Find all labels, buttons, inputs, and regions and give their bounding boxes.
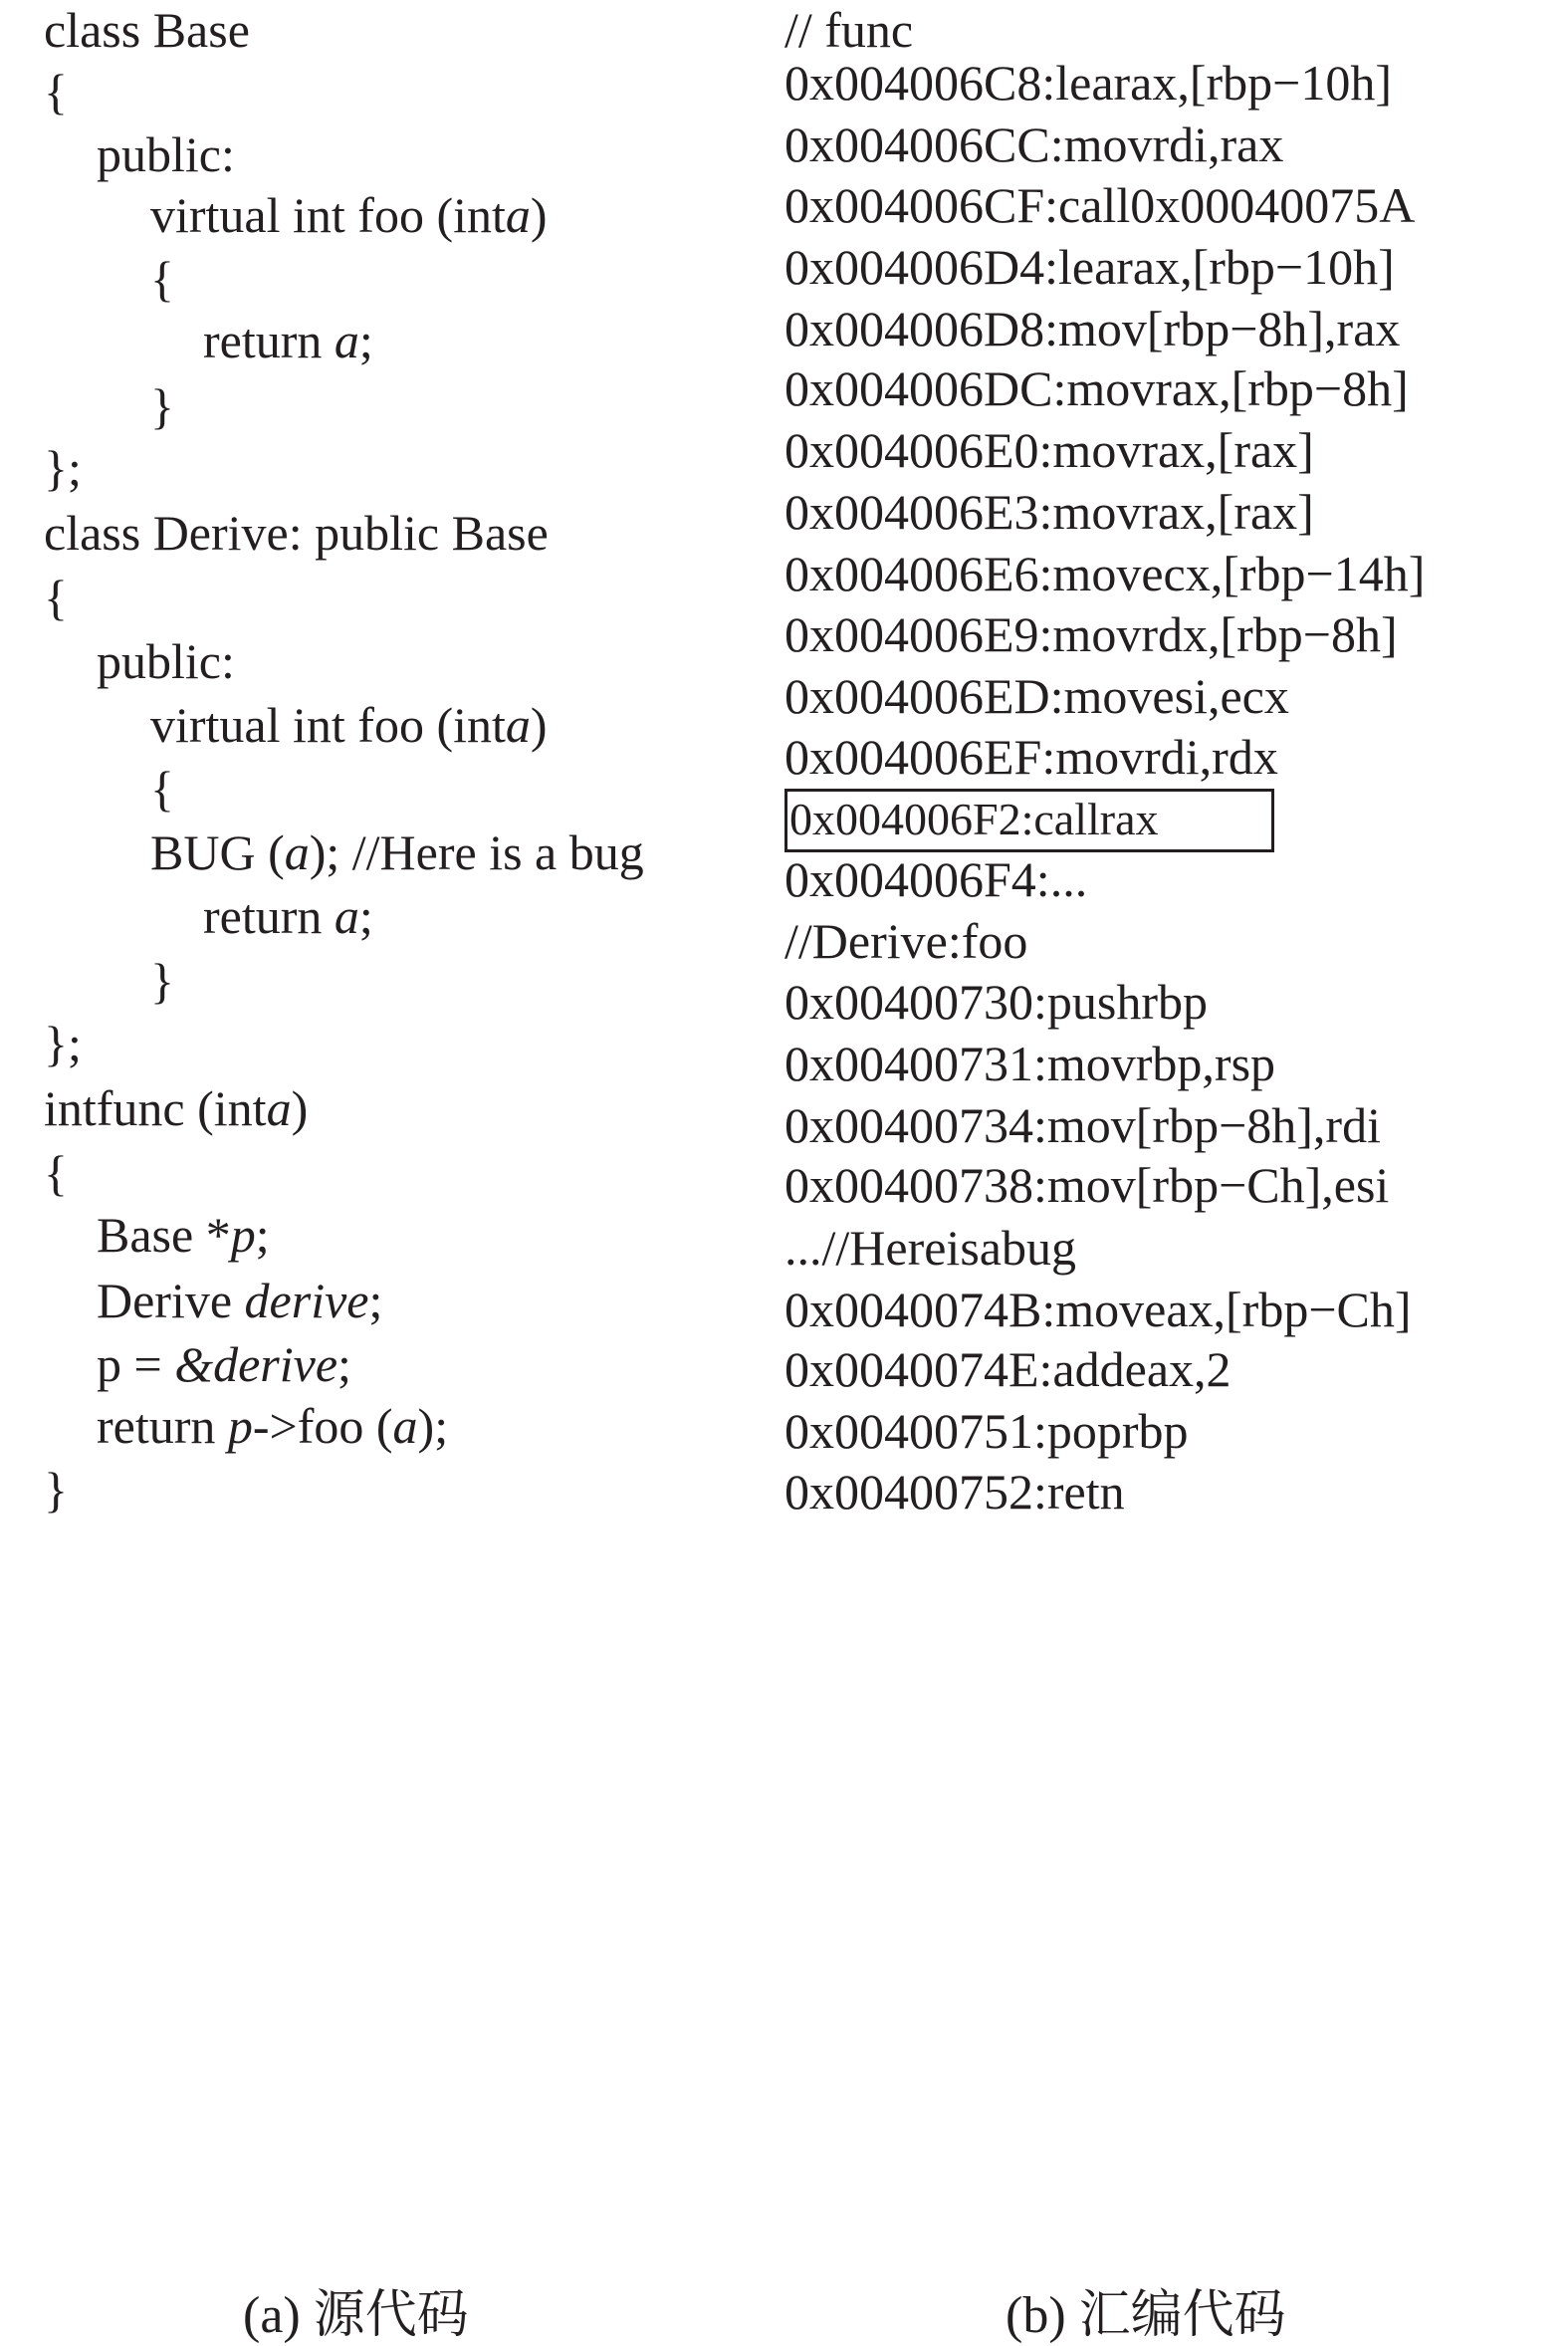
- source-line: [44, 822, 644, 882]
- source-text: return: [203, 888, 335, 944]
- source-line: [44, 124, 235, 184]
- source-text: };: [44, 1016, 82, 1071]
- source-identifier: &derive: [174, 1336, 338, 1392]
- source-text: ;: [358, 313, 373, 368]
- source-identifier: a: [392, 1398, 418, 1454]
- source-text: ;: [368, 1273, 383, 1328]
- source-text: class Derive: public Base: [44, 505, 549, 561]
- source-identifier: a: [505, 697, 531, 753]
- assembly-line: 0x004006CF:call0x00040075A: [784, 177, 1416, 233]
- source-line: [44, 631, 235, 691]
- source-text: return: [203, 313, 335, 368]
- source-line: [44, 503, 549, 563]
- source-text: virtual int foo (int: [150, 187, 506, 243]
- assembly-line: 0x00400752:retn: [784, 1464, 1125, 1520]
- source-line: [44, 1271, 382, 1330]
- source-text: {: [44, 64, 68, 119]
- source-identifier: derive: [244, 1273, 369, 1328]
- source-text: );: [417, 1398, 449, 1454]
- assembly-line: 0x00400731:movrbp,rsp: [784, 1036, 1276, 1091]
- source-line: [44, 1143, 68, 1203]
- source-line: [44, 951, 174, 1011]
- assembly-line: 0x004006F4:...: [784, 851, 1088, 907]
- source-line: [44, 438, 82, 498]
- assembly-line: 0x004006DC:movrax,[rbp−8h]: [784, 360, 1409, 416]
- source-line: [44, 376, 174, 436]
- source-text: }: [150, 953, 174, 1009]
- source-line: [44, 62, 68, 121]
- assembly-line: 0x004006D8:mov[rbp−8h],rax: [784, 301, 1401, 356]
- source-text: {: [150, 251, 174, 307]
- assembly-line: 0x004006ED:movesi,ecx: [784, 668, 1289, 724]
- source-line: [44, 568, 68, 627]
- assembly-line: 0x004006E6:movecx,[rbp−14h]: [784, 546, 1426, 601]
- source-line: [44, 311, 373, 370]
- source-line: [44, 1014, 82, 1073]
- assembly-line: 0x004006CC:movrdi,rax: [784, 117, 1284, 172]
- source-text: ;: [337, 1336, 351, 1392]
- source-text: };: [44, 440, 82, 496]
- source-text: ;: [358, 888, 373, 944]
- assembly-line: 0x004006E3:movrax,[rax]: [784, 484, 1314, 540]
- source-text: intfunc (int: [44, 1080, 267, 1136]
- caption-assembly-code: (b) 汇编代码: [1006, 2287, 1286, 2344]
- source-text: Derive: [97, 1273, 245, 1328]
- source-text: ): [291, 1080, 309, 1136]
- source-line: [44, 0, 250, 60]
- source-identifier: a: [334, 313, 359, 368]
- source-line: [44, 1205, 270, 1265]
- assembly-line: ...//Hereisabug: [784, 1220, 1076, 1276]
- assembly-line: 0x004006E0:movrax,[rax]: [784, 422, 1314, 478]
- assembly-line: 0x00400730:pushrbp: [784, 974, 1208, 1030]
- source-identifier: p: [227, 1398, 253, 1454]
- assembly-line: 0x004006E9:movrdx,[rbp−8h]: [784, 606, 1398, 662]
- assembly-line: 0x004006C8:learax,[rbp−10h]: [784, 55, 1393, 111]
- assembly-line: // func: [784, 2, 914, 58]
- source-text: ): [530, 697, 548, 753]
- source-line: [44, 185, 548, 245]
- source-text: {: [44, 1145, 68, 1201]
- assembly-line: //Derive:foo: [784, 913, 1028, 969]
- assembly-line: 0x0040074B:moveax,[rbp−Ch]: [784, 1282, 1412, 1337]
- assembly-line-highlighted: 0x004006F2:callrax: [784, 789, 1274, 852]
- source-line: [44, 1460, 68, 1520]
- assembly-line: 0x00400738:mov[rbp−Ch],esi: [784, 1157, 1390, 1213]
- source-text: }: [44, 1462, 68, 1518]
- source-text: {: [150, 761, 174, 817]
- source-text: ->foo (: [252, 1398, 393, 1454]
- source-identifier: a: [505, 187, 531, 243]
- source-text: return: [97, 1398, 228, 1454]
- assembly-line: 0x00400734:mov[rbp−8h],rdi: [784, 1097, 1381, 1153]
- source-text: ); //Here is a bug: [309, 824, 644, 880]
- source-line: [44, 1078, 308, 1138]
- assembly-line: 0x004006D4:learax,[rbp−10h]: [784, 239, 1395, 295]
- source-line: [44, 1334, 351, 1394]
- source-text: Base *: [97, 1207, 231, 1263]
- source-text: public:: [97, 633, 235, 689]
- assembly-line: 0x004006EF:movrdi,rdx: [784, 729, 1278, 785]
- source-identifier: a: [266, 1080, 292, 1136]
- source-identifier: a: [284, 824, 310, 880]
- source-text: p =: [97, 1336, 175, 1392]
- source-text: class Base: [44, 2, 250, 58]
- source-text: public:: [97, 126, 235, 182]
- source-line: [44, 695, 548, 755]
- caption-source-code: (a) 源代码: [243, 2287, 469, 2344]
- source-text: }: [150, 378, 174, 434]
- source-line: [44, 759, 174, 819]
- source-text: {: [44, 570, 68, 625]
- source-identifier: p: [230, 1207, 256, 1263]
- assembly-line: 0x00400751:poprbp: [784, 1403, 1189, 1459]
- source-text: ): [530, 187, 548, 243]
- source-identifier: a: [334, 888, 359, 944]
- source-text: virtual int foo (int: [150, 697, 506, 753]
- source-line: [44, 886, 373, 946]
- source-text: BUG (: [150, 824, 285, 880]
- assembly-line: 0x0040074E:addeax,2: [784, 1341, 1232, 1397]
- source-text: ;: [255, 1207, 270, 1263]
- source-line: [44, 1396, 448, 1456]
- source-line: [44, 249, 174, 309]
